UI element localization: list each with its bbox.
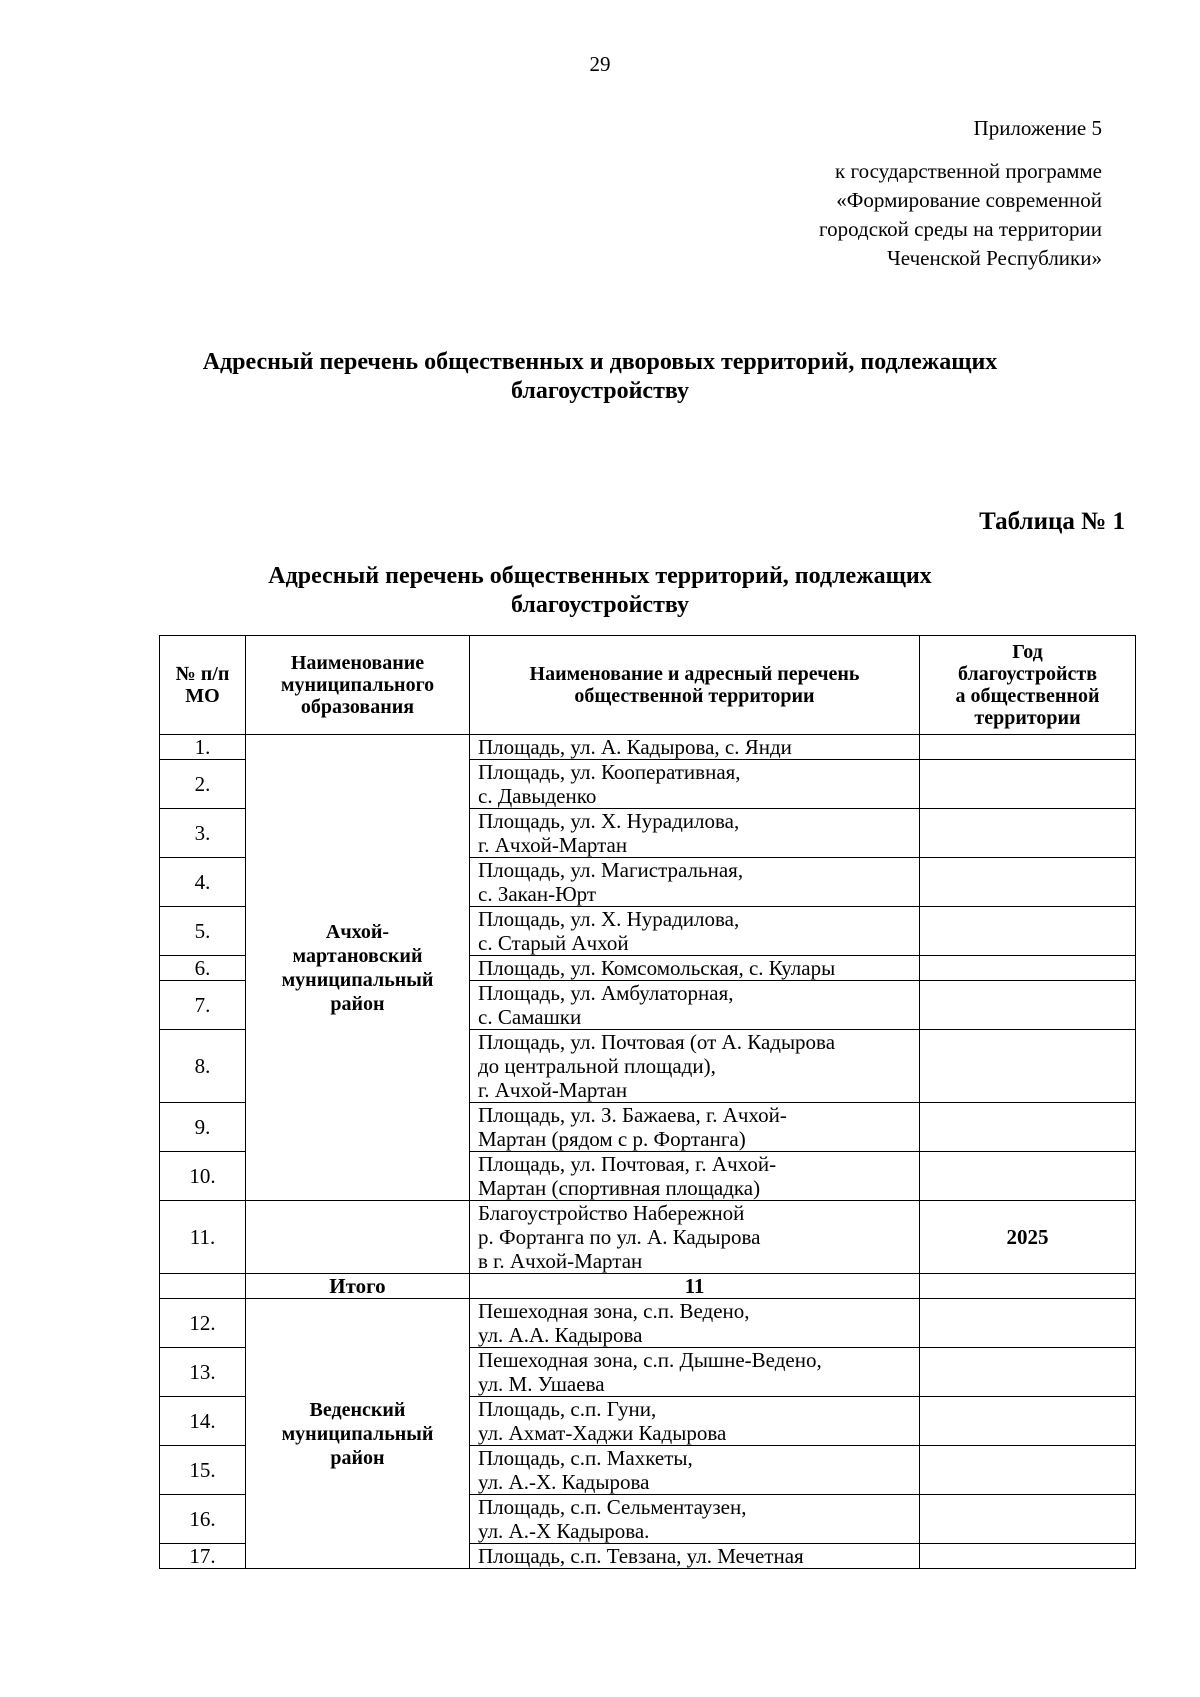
- main-title-line: Адресный перечень общественных и дворовых территорий, подлежащих: [202, 349, 998, 375]
- header-line: муниципального: [280, 674, 435, 696]
- year-cell: [920, 760, 1136, 809]
- municipality-line: Веденский: [309, 1398, 406, 1421]
- year-cell: [920, 1446, 1136, 1495]
- row-number: 13.: [160, 1348, 246, 1397]
- table-title-line: благоустройству: [510, 592, 689, 618]
- year-cell: [920, 858, 1136, 907]
- territory-line: Площадь, с.п. Сельментаузен,: [478, 1495, 747, 1519]
- year-cell: 2025: [920, 1201, 1136, 1274]
- header-line: территории: [974, 707, 1081, 729]
- table-title-line: Адресный перечень общественных территорий, подлежащих: [268, 563, 932, 589]
- year-cell: [920, 1544, 1136, 1569]
- municipality-line: муниципальный: [281, 1422, 434, 1445]
- territory-line: Площадь, ул. А. Кадырова, с. Янди: [478, 735, 792, 759]
- header-line: № п/п: [175, 663, 230, 685]
- territory-line: до центральной площади),: [478, 1054, 716, 1078]
- header-line: Наименование: [290, 652, 425, 674]
- territory-line: Площадь, с.п. Тевзана, ул. Мечетная: [478, 1544, 804, 1568]
- header-year: [920, 636, 1136, 735]
- year-cell: [920, 1299, 1136, 1348]
- row-number: 15.: [160, 1446, 246, 1495]
- territory-name: [470, 1103, 920, 1152]
- row-number: 8.: [160, 1030, 246, 1103]
- year-cell: [920, 1397, 1136, 1446]
- row-number: 17.: [160, 1544, 246, 1569]
- territory-line: Площадь, ул. Магистральная,: [478, 858, 744, 882]
- total-label: Итого: [246, 1274, 470, 1299]
- municipality-line: мартановский: [292, 944, 423, 967]
- territory-line: Площадь, ул. Комсомольская, с. Кулары: [478, 956, 836, 980]
- row-number: 16.: [160, 1495, 246, 1544]
- row-number: 7.: [160, 981, 246, 1030]
- appendix-line: Чеченской Республики»: [887, 246, 1102, 270]
- appendix-block: [682, 114, 1102, 273]
- table-row: [160, 1201, 1136, 1274]
- territory-line: Площадь, ул. З. Бажаева, г. Ачхой-: [478, 1103, 787, 1127]
- territory-name: [470, 760, 920, 809]
- territory-name: [470, 1495, 920, 1544]
- municipality-line: район: [330, 1446, 385, 1469]
- territory-line: Площадь, ул. Х. Нурадилова,: [478, 809, 740, 833]
- territory-name: [470, 1201, 920, 1274]
- territory-line: Пешеходная зона, с.п. Дышне-Ведено,: [478, 1348, 822, 1372]
- municipality-cell: [246, 735, 470, 1201]
- territory-line: г. Ачхой-Мартан: [478, 1078, 628, 1102]
- header-number: [160, 636, 246, 735]
- territory-line: ул. Ахмат-Хаджи Кадырова: [478, 1421, 727, 1445]
- territory-name: [470, 1397, 920, 1446]
- territories-table: [159, 635, 1136, 1569]
- row-number: 5.: [160, 907, 246, 956]
- row-number: 1.: [160, 735, 246, 760]
- year-cell: [920, 1348, 1136, 1397]
- year-cell: [920, 1152, 1136, 1201]
- year-cell: [920, 809, 1136, 858]
- year-cell: [920, 735, 1136, 760]
- territory-line: Пешеходная зона, с.п. Ведено,: [478, 1299, 750, 1323]
- header-territory-name: [470, 636, 920, 735]
- territory-line: Площадь, с.п. Гуни,: [478, 1397, 657, 1421]
- header-line: а общественной: [955, 685, 1100, 707]
- territory-name: [470, 1152, 920, 1201]
- row-number: 11.: [160, 1201, 246, 1274]
- total-row: [160, 1274, 1136, 1299]
- territory-line: ул. А.-Х. Кадырова: [478, 1470, 650, 1494]
- page-number: 29: [589, 52, 611, 76]
- row-number: 2.: [160, 760, 246, 809]
- territory-name: [470, 1348, 920, 1397]
- territory-name: [470, 809, 920, 858]
- year-cell: [920, 907, 1136, 956]
- appendix-line: «Формирование современной: [836, 188, 1102, 212]
- row-number: 10.: [160, 1152, 246, 1201]
- header-line: благоустройств: [957, 663, 1098, 685]
- header-line: Наименование и адресный перечень: [529, 663, 860, 685]
- header-line: образования: [300, 696, 415, 718]
- territory-name: [470, 1544, 920, 1569]
- territory-name: [470, 735, 920, 760]
- row-number: 3.: [160, 809, 246, 858]
- territory-line: ул. А.А. Кадырова: [478, 1323, 643, 1347]
- header-line: Год: [1012, 641, 1043, 663]
- territory-line: Мартан (спортивная площадка): [478, 1176, 761, 1200]
- municipality-cell-empty: [246, 1201, 470, 1274]
- territory-line: г. Ачхой-Мартан: [478, 833, 628, 857]
- territory-line: Площадь, ул. Почтовая (от А. Кадырова: [478, 1030, 836, 1054]
- territory-line: Площадь, ул. Кооперативная,: [478, 760, 741, 784]
- appendix-line: к государственной программе: [835, 159, 1102, 183]
- municipality-line: муниципальный: [281, 968, 434, 991]
- territory-line: с. Закан-Юрт: [478, 882, 597, 906]
- territory-name: [470, 1299, 920, 1348]
- row-number: 6.: [160, 956, 246, 981]
- row-number: 9.: [160, 1103, 246, 1152]
- territory-name: [470, 1446, 920, 1495]
- table-row: [160, 1299, 1136, 1348]
- total-year-cell: [920, 1274, 1136, 1299]
- row-number: 14.: [160, 1397, 246, 1446]
- row-number: 12.: [160, 1299, 246, 1348]
- municipality-cell: [246, 1299, 470, 1569]
- municipality-line: район: [330, 992, 385, 1015]
- table-row: [160, 735, 1136, 760]
- territory-line: в г. Ачхой-Мартан: [478, 1249, 643, 1273]
- territory-line: Площадь, ул. Х. Нурадилова,: [478, 907, 740, 931]
- table-header-row: [160, 636, 1136, 735]
- year-cell: [920, 981, 1136, 1030]
- year-cell: [920, 1495, 1136, 1544]
- main-title-line: благоустройству: [510, 378, 689, 404]
- territory-line: Площадь, с.п. Махкеты,: [478, 1446, 693, 1470]
- year-cell: [920, 1103, 1136, 1152]
- territory-name: [470, 1030, 920, 1103]
- table-label: Таблица № 1: [979, 508, 1125, 535]
- territory-line: Благоустройство Набережной: [478, 1201, 745, 1225]
- year-cell: [920, 1030, 1136, 1103]
- territory-line: с. Давыденко: [478, 784, 597, 808]
- territory-line: Площадь, ул. Почтовая, г. Ачхой-: [478, 1152, 777, 1176]
- territory-name: [470, 981, 920, 1030]
- appendix-line: городской среды на территории: [819, 217, 1102, 241]
- territory-line: ул. М. Ушаева: [478, 1372, 605, 1396]
- territory-line: с. Старый Ачхой: [478, 931, 629, 955]
- territory-line: Площадь, ул. Амбулаторная,: [478, 981, 734, 1005]
- territory-name: [470, 907, 920, 956]
- appendix-title: Приложение 5: [973, 116, 1102, 140]
- header-line: МО: [185, 685, 220, 707]
- main-title: [0, 348, 1200, 406]
- total-value: 11: [470, 1274, 920, 1299]
- territory-line: с. Самашки: [478, 1005, 582, 1029]
- header-municipality: [246, 636, 470, 735]
- year-cell: [920, 956, 1136, 981]
- territory-name: [470, 956, 920, 981]
- territory-line: ул. А.-Х Кадырова.: [478, 1519, 650, 1543]
- territory-name: [470, 858, 920, 907]
- table-title: [0, 562, 1200, 620]
- row-number: 4.: [160, 858, 246, 907]
- territory-line: р. Фортанга по ул. А. Кадырова: [478, 1225, 761, 1249]
- territory-line: Мартан (рядом с р. Фортанга): [478, 1127, 746, 1151]
- header-line: общественной территории: [574, 685, 815, 707]
- municipality-line: Ачхой-: [325, 920, 390, 943]
- total-empty-cell: [160, 1274, 246, 1299]
